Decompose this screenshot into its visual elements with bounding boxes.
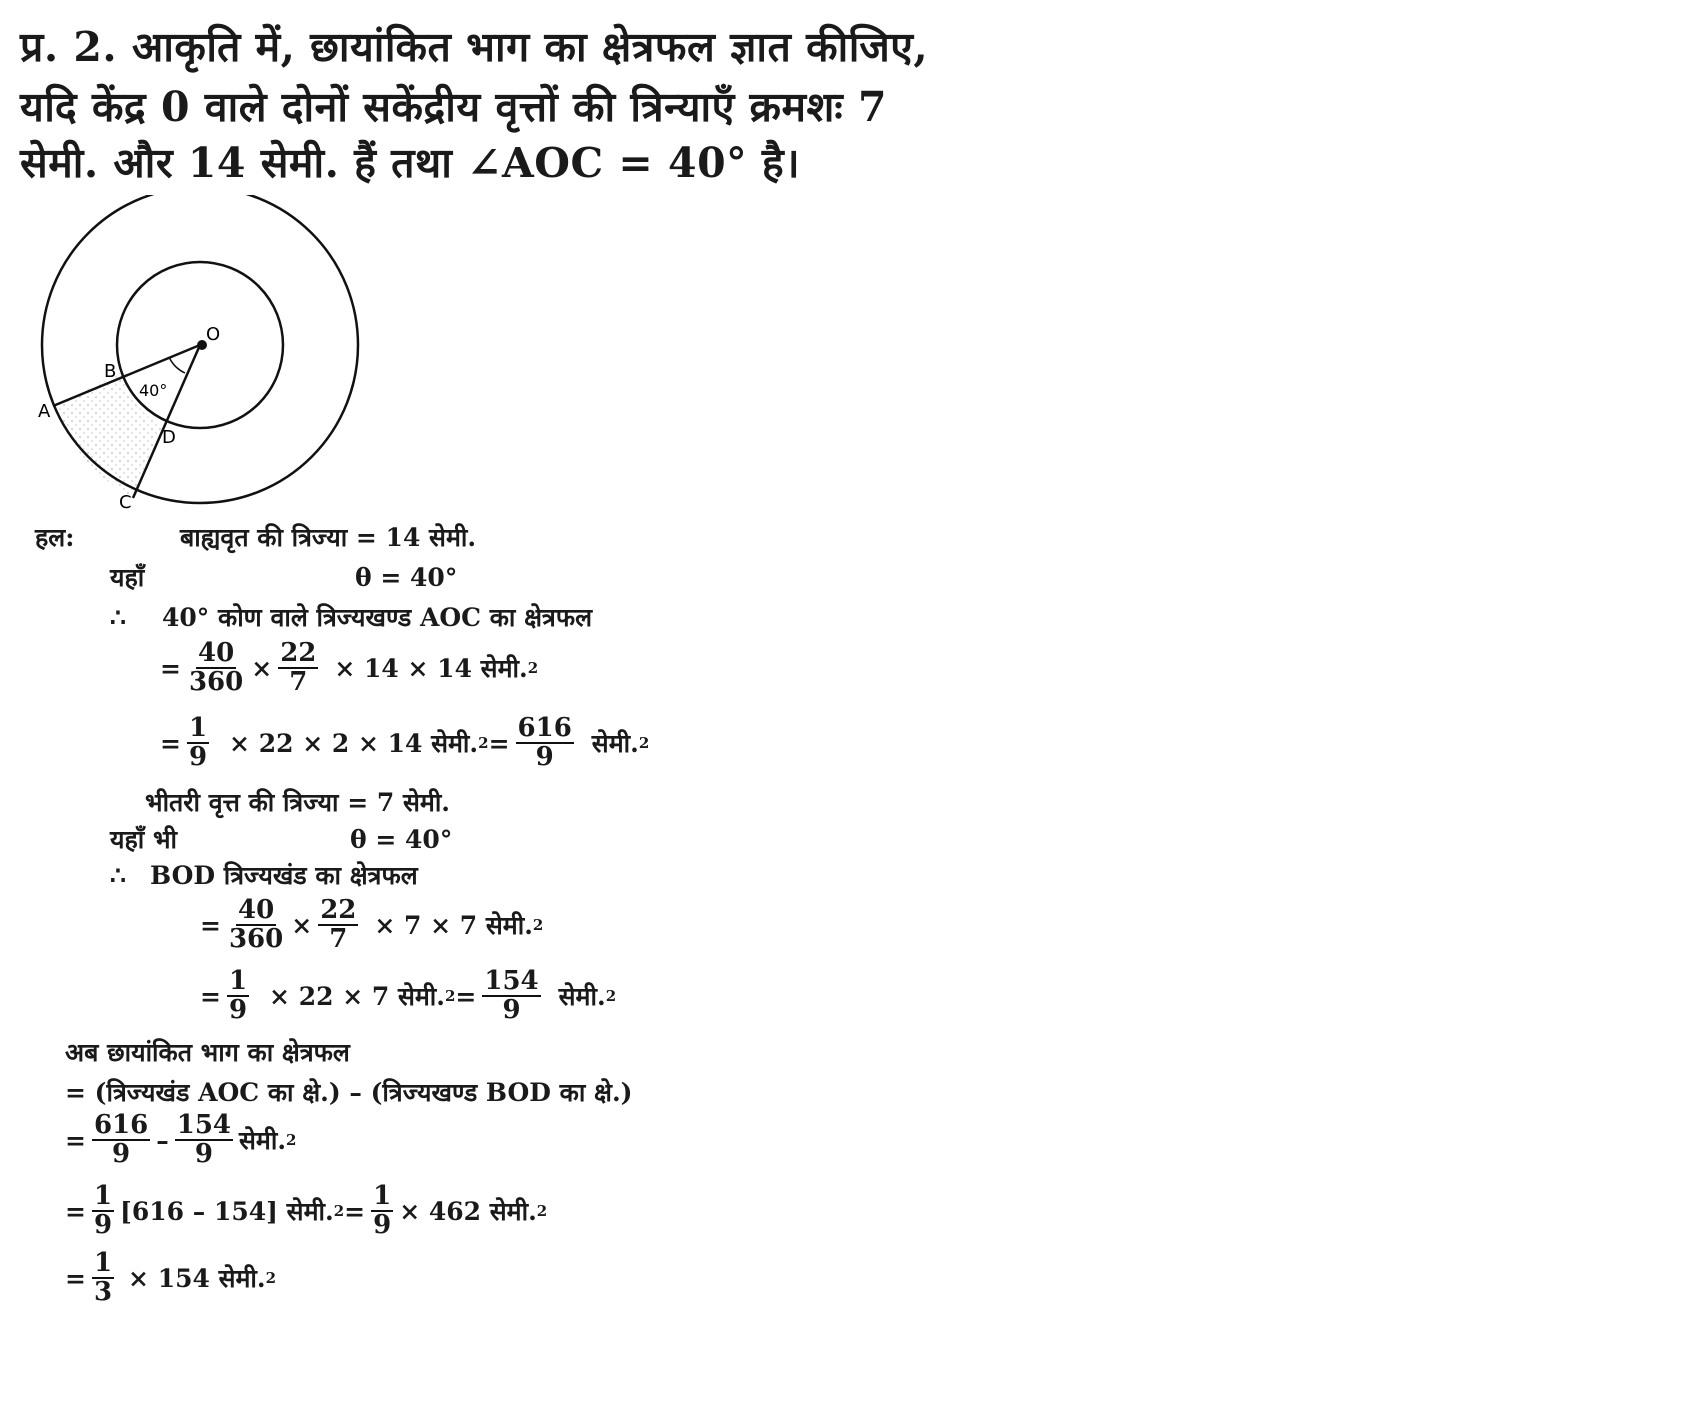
label-b: B (104, 361, 117, 382)
fraction: $\frac{22}{7}$ (320, 895, 357, 955)
concentric-circles-figure (30, 195, 410, 570)
therefore-symbol: ∴ (110, 602, 126, 632)
angle-label: 40° (139, 381, 168, 400)
fraction: $\frac{1}{9}$ (373, 1181, 392, 1241)
difference-line: = (त्रिज्यखंड AOC का क्षे.) – (त्रिज्यखण्ड BOD का क्षे.) (65, 1078, 633, 1107)
fraction: $\frac{1}{9}$ (188, 713, 208, 773)
label-d: D (162, 427, 176, 448)
fraction: $\frac{1}{3}$ (93, 1248, 113, 1308)
aoc-step-1: = $\frac{40}{360}$ × $\frac{22}{7}$ × 14 × 14 सेमी. 2 (160, 638, 539, 698)
outer-radius-text: बाह्यवृत की त्रिज्या = 14 सेमी. (180, 523, 477, 552)
bod-heading: BOD त्रिज्यखंड का क्षेत्रफल (150, 861, 418, 890)
angle-arc (169, 357, 185, 373)
fraction: $\frac{1}{9}$ (93, 1181, 113, 1241)
inner-radius-text: भीतरी वृत्त की त्रिज्या = 7 सेमी. (145, 788, 450, 817)
theta-2: θ = 40° (350, 824, 453, 854)
fraction: $\frac{40}{360}$ (188, 638, 244, 698)
bod-step-2: = $\frac{1}{9}$ × 22 × 7 सेमी. 2 = $\frac{154}{9}$ सेमी. 2 (200, 966, 617, 1026)
fraction: $\frac{22}{7}$ (280, 638, 317, 698)
shaded-area-heading: अब छायांकित भाग का क्षेत्रफल (65, 1038, 350, 1067)
label-a: A (38, 401, 51, 422)
fraction: $\frac{154}{9}$ (484, 966, 539, 1026)
bod-step-1: = $\frac{40}{360}$ × $\frac{22}{7}$ × 7 × 7 सेमी. 2 (200, 895, 544, 955)
yahan-bhi-label: यहाँ भी (110, 825, 178, 854)
label-o: O (206, 324, 221, 345)
theta-1: θ = 40° (355, 562, 458, 592)
fraction: $\frac{154}{9}$ (176, 1110, 232, 1170)
label-c: C (119, 492, 132, 513)
fraction: $\frac{616}{9}$ (517, 713, 572, 773)
fraction: $\frac{616}{9}$ (93, 1110, 149, 1170)
fraction: $\frac{1}{9}$ (228, 966, 248, 1026)
therefore-symbol: ∴ (110, 860, 126, 890)
aoc-step-2: = $\frac{1}{9}$ × 22 × 2 × 14 सेमी. 2 = $\frac{616}{9}$ सेमी. 2 (160, 713, 650, 773)
hal-label: हल: (35, 523, 75, 552)
fraction: $\frac{40}{360}$ (228, 895, 284, 955)
yahan-label: यहाँ (110, 563, 145, 592)
result-step-3: = $\frac{1}{3}$ × 154 सेमी. 2 (65, 1248, 277, 1308)
question-line-2: यदि केंद्र 0 वाले दोनों सकेंद्रीय वृत्तों की त्रिन्याएँ क्रमशः 7 (20, 83, 888, 131)
aoc-heading: 40° कोण वाले त्रिज्यखण्ड AOC का क्षेत्रफल (162, 603, 593, 632)
question-line-3: सेमी. और 14 सेमी. हैं तथा ∠AOC = 40° है। (20, 139, 801, 187)
result-step-2: = $\frac{1}{9}$ [616 – 154] सेमी. 2 = $\frac{1}{9}$ × 462 सेमी. 2 (65, 1181, 548, 1241)
question-line-1: प्र. 2. आकृति में, छायांकित भाग का क्षेत्रफल ज्ञात कीजिए, (20, 23, 929, 71)
result-step-1: = $\frac{616}{9}$ – $\frac{154}{9}$ सेमी. 2 (65, 1110, 297, 1170)
